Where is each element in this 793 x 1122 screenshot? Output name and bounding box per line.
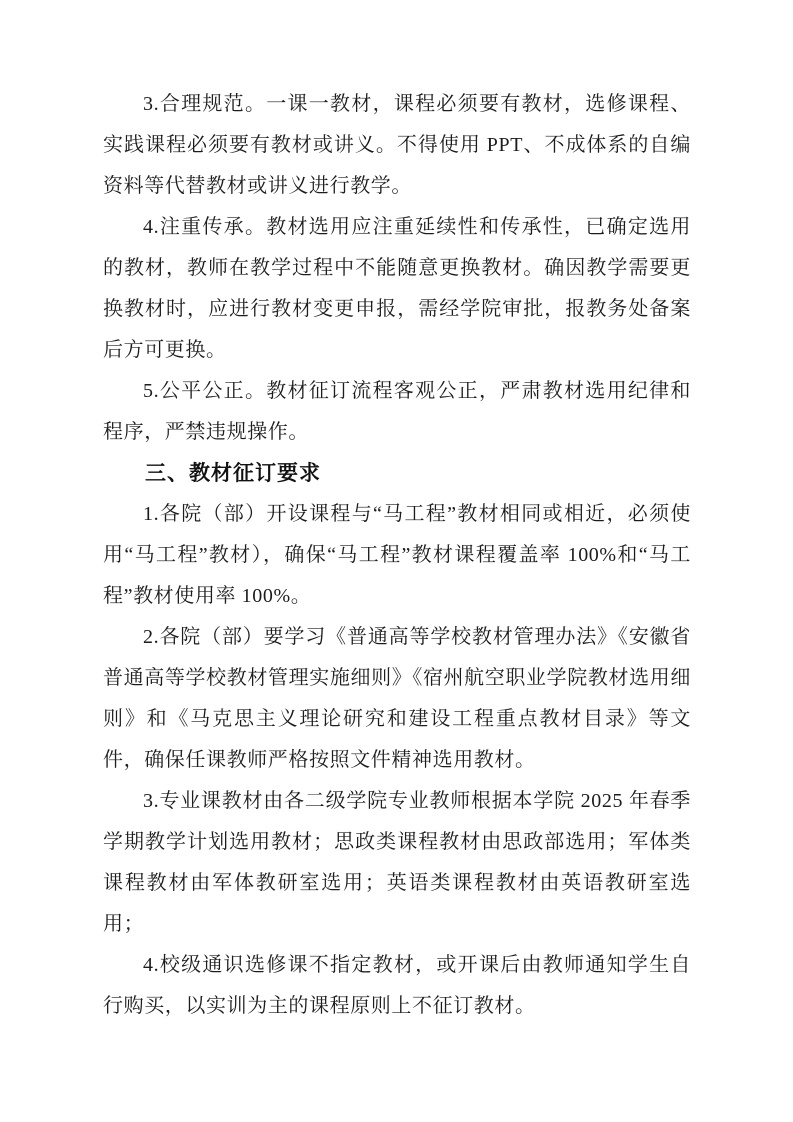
paragraph-requirement-2-study-policy-documents: 2.各院（部）要学习《普通高等学校教材管理办法》《安徽省普通高等学校教材管理实施细则》《宿州航空职业学院教材选用细则》和《马克思主义理论研究和建设工程重点教材目录》等文件，确保任课教师严格按照文件精神选用教材。: [103, 626, 691, 771]
document-body: [103, 84, 691, 1027]
paragraph-requirement-1-ma-project-textbooks: 1.各院（部）开设课程与“马工程”教材相同或相近，必须使用“马工程”教材），确保“马工程”教材课程覆盖率 100%和“马工程”教材使用率 100%。: [103, 503, 691, 607]
paragraph-rule-3-reasonable-standard: 3.合理规范。一课一教材，课程必须要有教材，选修课程、实践课程必须要有教材或讲义。不得使用 PPT、不成体系的自编资料等代替教材或讲义进行教学。: [103, 93, 691, 197]
paragraph-rule-5-fairness: 5.公平公正。教材征订流程客观公正，严肃教材选用纪律和程序，严禁违规操作。: [103, 380, 691, 443]
paragraph-requirement-4-elective-courses: 4.校级通识选修课不指定教材，或开课后由教师通知学生自行购买，以实训为主的课程原则上不征订教材。: [103, 954, 691, 1017]
paragraph-rule-4-continuity: 4.注重传承。教材选用应注重延续性和传承性，已确定选用的教材，教师在教学过程中不能随意更换教材。确因教学需要更换教材时，应进行教材变更申报，需经学院审批，报教务处备案后方可更换。: [103, 216, 691, 361]
section-heading-textbook-ordering-requirements: 三、教材征订要求: [145, 461, 321, 485]
paragraph-requirement-3-selection-responsibilities: 3.专业课教材由各二级学院专业教师根据本学院 2025 年春季学期教学计划选用教材；思政类课程教材由思政部选用；军体类课程教材由军体教研室选用；英语类课程教材由英语教研室选用；: [103, 790, 691, 935]
